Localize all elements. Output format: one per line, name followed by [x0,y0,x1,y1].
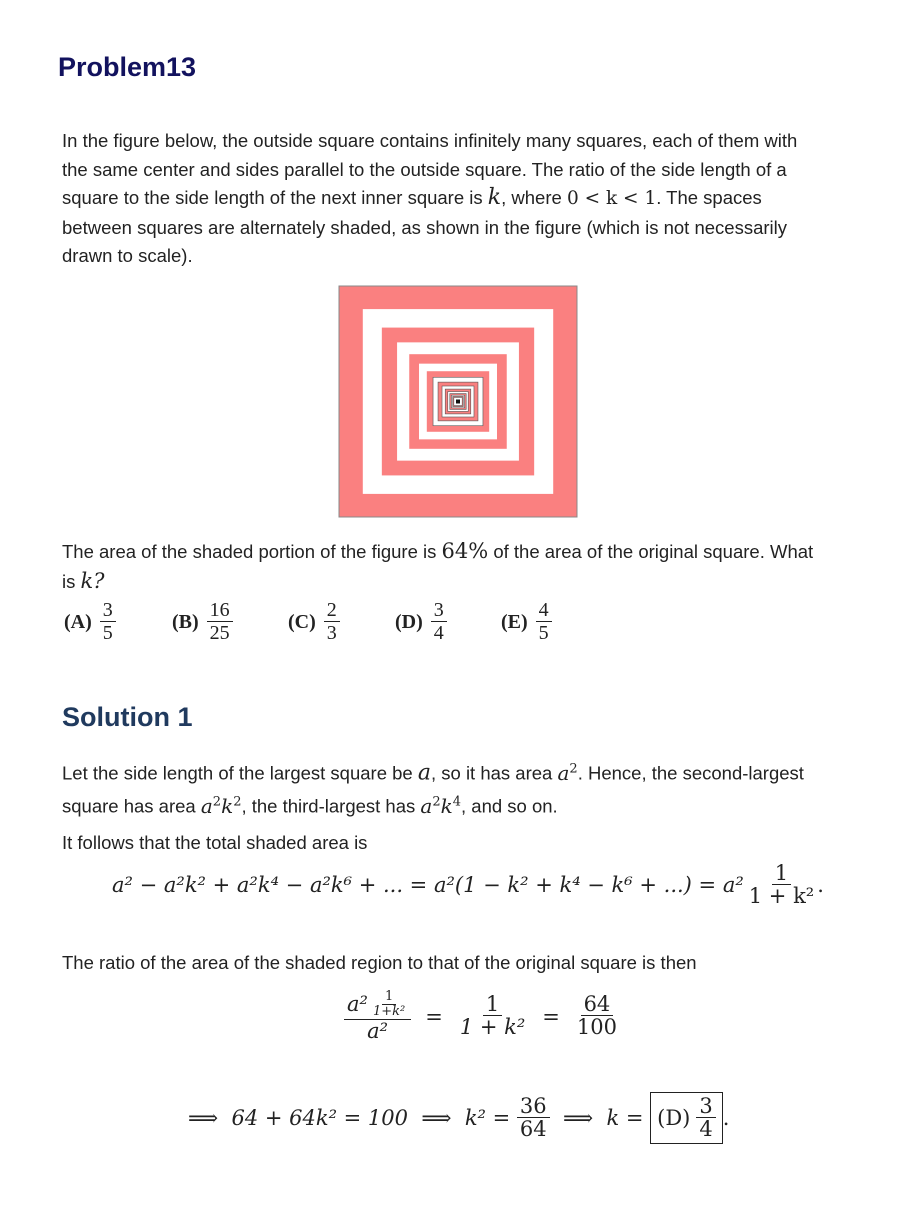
problem-line: between squares are alternately shaded, as shown in the figure (which is not necessarily [62,216,787,238]
solution-text: Let the side length of the largest square be a, so it has area $a^2$. Hence, the second-largest square has area $a^2k^2$, the third-largest has $a^2k^4$, and so on. It follows that the total shaded area is [62,755,882,858]
solution-heading: Solution 1 [62,702,193,732]
choice-label: (B) [172,610,199,633]
center-square [456,400,460,404]
choice-fraction: $\frac{4}{5}$ [536,600,552,644]
problem-line: In the figure below, the outside square contains infinitely many squares, each of them with [62,130,798,151]
choice-fraction: $\frac{2}{3}$ [324,600,340,644]
problem-line: the same center and sides parallel to the outside square. The ratio of the side length of a [62,158,787,180]
choice-label: (D) [395,610,423,633]
solution-line: It follows that the total shaded area is [62,832,368,854]
solution-line: The ratio of the area of the shaded region to that of the original square is then [62,952,697,973]
choice-label: (C) [288,610,316,633]
equation-conclusion: ⟹ 64 + 64k² = 100 ⟹ k² = $\frac{36}{64}$ ⟹ k = (D) $\frac{3}{4}$ . [188,1092,729,1144]
choice-label: (A) [64,610,92,633]
choice-fraction: $\frac{3}{5}$ [100,600,116,644]
choice-b[interactable] [172,600,233,644]
choice-d[interactable] [395,600,447,644]
choice-fraction: $\frac{16}{25}$ [207,600,233,644]
problem-line: square to the side length of the next inner square is k, where 0 < k < 1. The spaces [62,185,762,210]
problem-question: The area of the shaded portion of the figure is 64% of the area of the original square. What is k? [62,539,814,593]
problem-statement [62,127,882,271]
choice-label: (E) [501,610,528,633]
choice-fraction: $\frac{3}{4}$ [431,600,447,644]
nested-squares-figure [338,285,578,518]
equation-series: a² − a²k² + a²k⁴ − a²k⁶ + ... = a²(1 − k² + k⁴ − k⁶ + ...) = a² $\frac{1}{\text{1 + k²}}$ . [112,861,824,909]
choice-c[interactable] [288,600,340,644]
equation-ratio: a² $\frac{1}{\text{1+k²}}$ a² = $\frac{1}{\text{1 + k²}}$ = $\frac{64}{100}$ [344,990,620,1043]
squares-group [339,286,577,517]
choice-a[interactable] [64,600,116,644]
answer-box: (D) $\frac{3}{4}$ [650,1092,723,1144]
problem-line: drawn to scale). [62,245,193,266]
choice-e[interactable] [501,600,552,644]
page-title: Problem13 [58,52,197,82]
